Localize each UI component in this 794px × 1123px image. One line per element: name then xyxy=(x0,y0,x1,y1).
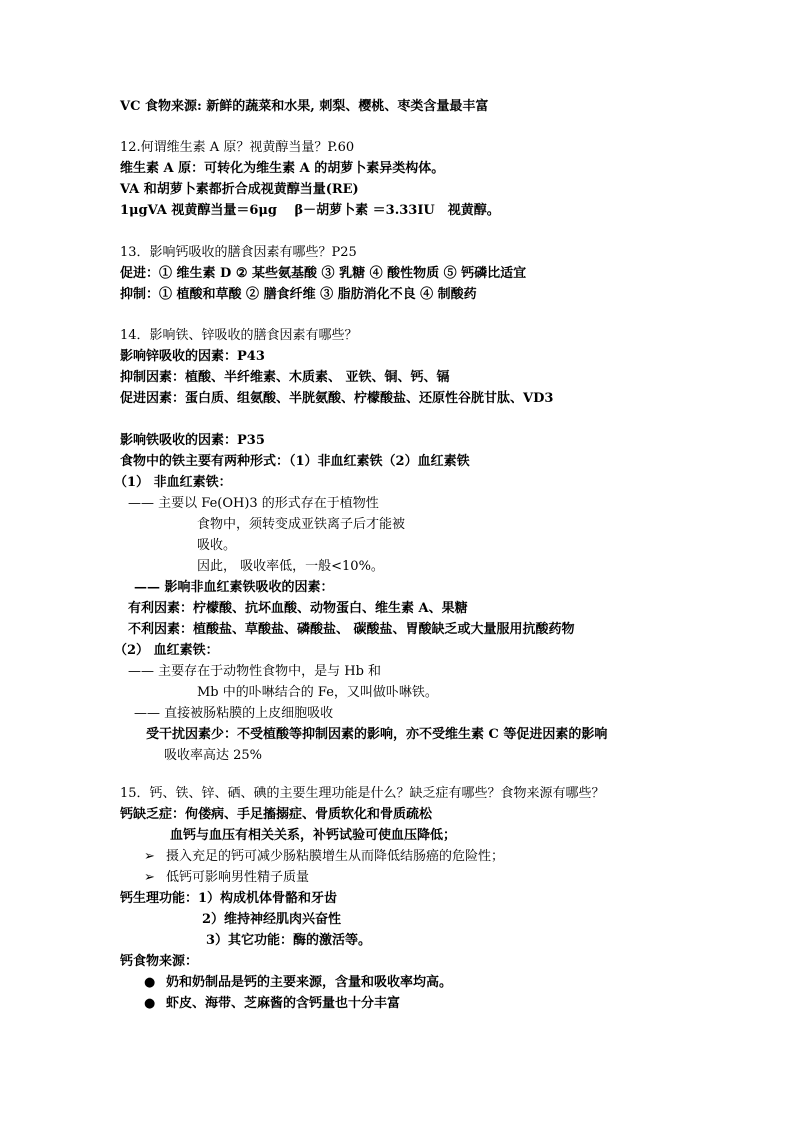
nonheme-line-2: 食物中，须转变成亚铁离子后才能被 xyxy=(197,517,406,532)
nonheme-line-3: 吸收。 xyxy=(197,538,237,553)
q13-promote: 促进：① 维生素 D ② 某些氨基酸 ③ 乳糖 ④ 酸性物质 ⑤ 钙磷比适宜 xyxy=(120,266,527,281)
heme-line-4: 受干扰因素少：不受植酸等抑制因素的影响，亦不受维生素 C 等促进因素的影响 xyxy=(146,727,608,742)
heme-line-3: —— 直接被肠粘膜的上皮细胞吸收 xyxy=(134,706,334,721)
heme-line-2: Mb 中的卟啉结合的 Fe，又叫做卟啉铁。 xyxy=(197,685,438,700)
nonheme-factors-title: —— 影响非血红素铁吸收的因素： xyxy=(134,580,334,595)
zinc-promote: 促进因素：蛋白质、组氨酸、半胱氨酸、柠檬酸盐、还原性谷胱甘肽、VD3 xyxy=(120,391,554,406)
source-item-text: 虾皮、海带、芝麻酱的含钙量也十分丰富 xyxy=(166,996,401,1011)
heme-title: （2） 血红素铁： xyxy=(114,643,219,658)
calcium-function-3: 3）其它功能：酶的激活等。 xyxy=(206,933,372,948)
arrow-item-text: 摄入充足的钙可减少肠粘膜增生从而降低结肠癌的危险性； xyxy=(166,849,505,864)
calcium-function-1: 钙生理功能：1）构成机体骨骼和牙齿 xyxy=(120,891,338,906)
arrow-item-text: 低钙可影响男性精子质量 xyxy=(166,870,310,885)
nonheme-line-1: —— 主要以 Fe(OH)3 的形式存在于植物性 xyxy=(128,496,379,511)
favorable-factors: 有利因素：柠檬酸、抗坏血酸、动物蛋白、维生素 A、果糖 xyxy=(128,601,468,616)
vc-source-line: VC 食物来源: 新鲜的蔬菜和水果, 刺梨、樱桃、枣类含量最丰富 xyxy=(120,99,489,114)
nonheme-title: （1） 非血红素铁： xyxy=(114,475,232,490)
arrow-item xyxy=(144,869,309,887)
zinc-inhibit: 抑制因素：植酸、半纤维素、木质素、 亚铁、铜、钙、镉 xyxy=(120,370,450,385)
q12-equation: 1μgVA 视黄醇当量＝6μg β－胡萝卜素 ＝3.33IU 视黄醇。 xyxy=(120,203,500,218)
dot-bullet-icon: ● xyxy=(144,996,156,1011)
arrow-bullet-icon: ➢ xyxy=(144,849,155,864)
q12-title: 12.何谓维生素 A 原？视黄醇当量？P.60 xyxy=(120,140,355,155)
unfavorable-factors: 不利因素：植酸盐、草酸盐、磷酸盐、 碳酸盐、胃酸缺乏或大量服用抗酸药物 xyxy=(128,622,575,637)
nonheme-line-4: 因此， 吸收率低，一般<10%。 xyxy=(197,559,384,574)
zinc-title: 影响锌吸收的因素：P43 xyxy=(120,349,265,364)
q13-inhibit: 抑制：① 植酸和草酸 ② 膳食纤维 ③ 脂肪消化不良 ④ 制酸药 xyxy=(120,287,477,302)
q13-title: 13．影响钙吸收的膳食因素有哪些？P25 xyxy=(120,245,357,260)
calcium-deficiency: 钙缺乏症：佝偻病、手足搐搦症、骨质软化和骨质疏松 xyxy=(120,807,433,822)
dot-bullet-icon: ● xyxy=(144,975,156,990)
q14-title: 14．影响铁、锌吸收的膳食因素有哪些？ xyxy=(120,328,358,343)
iron-title: 影响铁吸收的因素：P35 xyxy=(120,433,265,448)
source-item-text: 奶和奶制品是钙的主要来源，含量和吸收率均高。 xyxy=(166,975,453,990)
iron-forms: 食物中的铁主要有两种形式：（1）非血红素铁（2）血红素铁 xyxy=(120,454,470,469)
q15-title: 15．钙、铁、锌、硒、碘的主要生理功能是什么？缺乏症有哪些？食物来源有哪些？ xyxy=(120,786,605,801)
calcium-source-title: 钙食物来源： xyxy=(120,954,199,969)
calcium-blood-pressure: 血钙与血压有相关关系，补钙试验可使血压降低； xyxy=(170,828,457,843)
heme-line-1: —— 主要存在于动物性食物中，是与 Hb 和 xyxy=(128,664,382,679)
q12-re: VA 和胡萝卜素都折合成视黄醇当量(RE) xyxy=(120,182,359,197)
calcium-function-2: 2）维持神经肌肉兴奋性 xyxy=(202,912,342,927)
q12-definition: 维生素 A 原：可转化为维生素 A 的胡萝卜素异类构体。 xyxy=(120,161,445,176)
source-item xyxy=(144,995,400,1013)
arrow-bullet-icon: ➢ xyxy=(144,870,155,885)
heme-line-5: 吸收率高达 25% xyxy=(164,748,263,763)
source-item xyxy=(144,974,452,992)
arrow-item xyxy=(144,848,504,866)
